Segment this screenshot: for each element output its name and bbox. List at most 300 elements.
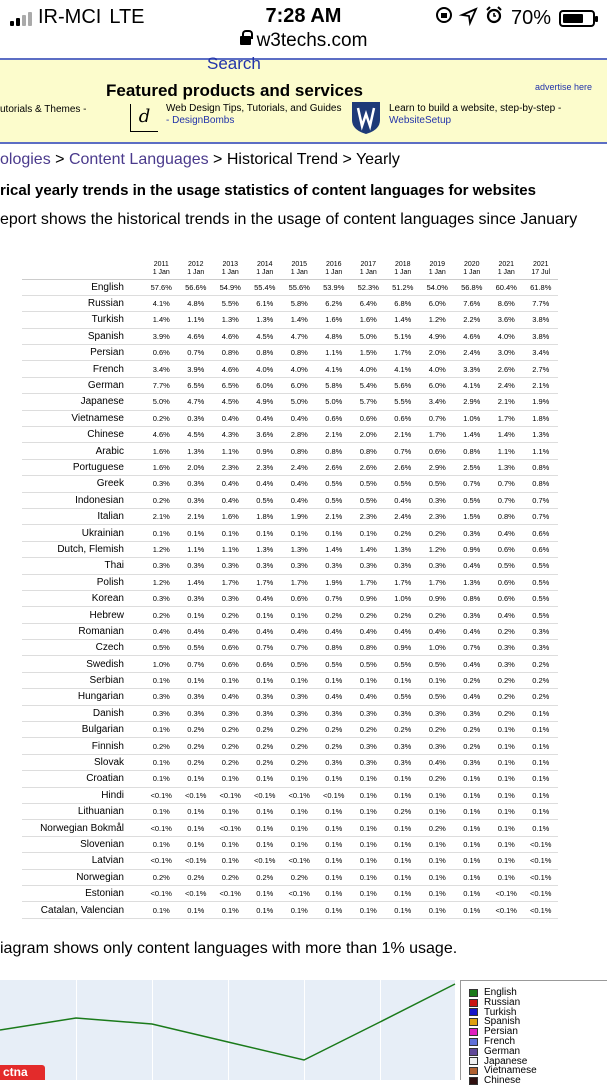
usage-value: 52.3% xyxy=(351,279,386,295)
usage-value: 0.1% xyxy=(386,771,421,787)
ad-designbombs[interactable] xyxy=(166,103,341,127)
table-row xyxy=(22,377,558,393)
usage-value: 0.8% xyxy=(282,443,317,459)
usage-value: 0.6% xyxy=(213,656,248,672)
usage-value: 3.6% xyxy=(489,312,524,328)
legend-label: Spanish xyxy=(484,1016,521,1028)
usage-value: 1.0% xyxy=(144,656,179,672)
usage-value: 0.2% xyxy=(282,754,317,770)
advertise-link[interactable]: advertise here xyxy=(534,82,592,92)
usage-value: 54.9% xyxy=(213,279,248,295)
usage-value: 4.0% xyxy=(351,361,386,377)
legend-swatch xyxy=(469,1018,478,1026)
usage-value: 0.7% xyxy=(386,443,421,459)
language-name: Russian xyxy=(22,295,144,311)
usage-value: 0.3% xyxy=(455,705,490,721)
table-row xyxy=(22,705,558,721)
usage-value: 0.3% xyxy=(282,689,317,705)
usage-value: 0.1% xyxy=(524,771,559,787)
breadcrumb xyxy=(0,151,400,169)
usage-value: 0.5% xyxy=(489,558,524,574)
usage-value: 0.1% xyxy=(317,869,352,885)
usage-value: 0.7% xyxy=(282,640,317,656)
usage-value: 2.8% xyxy=(282,427,317,443)
search-link[interactable]: Search xyxy=(207,54,261,73)
table-row xyxy=(22,279,558,295)
column-header-date: 1 Jan xyxy=(221,268,239,276)
usage-value: 4.6% xyxy=(144,427,179,443)
usage-value: 1.3% xyxy=(179,443,214,459)
usage-value: 0.4% xyxy=(213,492,248,508)
usage-value: 0.1% xyxy=(282,820,317,836)
usage-value: 3.8% xyxy=(524,328,559,344)
usage-value: 1.3% xyxy=(248,541,283,557)
lock-icon xyxy=(240,36,251,45)
usage-value: 0.6% xyxy=(213,640,248,656)
usage-value: 0.8% xyxy=(317,640,352,656)
column-header xyxy=(420,256,455,279)
table-row xyxy=(22,754,558,770)
table-row xyxy=(22,656,558,672)
table-row xyxy=(22,590,558,606)
usage-value: 6.0% xyxy=(420,295,455,311)
usage-value: <0.1% xyxy=(213,820,248,836)
usage-value: 2.4% xyxy=(455,345,490,361)
usage-value: 0.3% xyxy=(351,705,386,721)
usage-value: 0.1% xyxy=(248,804,283,820)
usage-value: 0.7% xyxy=(524,508,559,524)
usage-value: 0.2% xyxy=(351,722,386,738)
usage-value: 0.3% xyxy=(420,738,455,754)
breadcrumb-content-languages[interactable]: Content Languages xyxy=(68,151,209,168)
usage-value: 0.2% xyxy=(282,722,317,738)
usage-value: 0.1% xyxy=(351,885,386,901)
usage-value: <0.1% xyxy=(144,885,179,901)
column-header-year: 2012 xyxy=(187,260,204,268)
usage-value: <0.1% xyxy=(282,787,317,803)
usage-value: <0.1% xyxy=(213,885,248,901)
diagram-note: iagram shows only content languages with more than 1% usage. xyxy=(0,940,458,957)
usage-value: 0.5% xyxy=(524,558,559,574)
usage-value: 0.3% xyxy=(386,738,421,754)
usage-value: 1.6% xyxy=(317,312,352,328)
usage-value: 1.5% xyxy=(351,345,386,361)
intro-text: eport shows the historical trends in the usage of content languages since January xyxy=(0,211,578,228)
usage-value: 0.3% xyxy=(179,476,214,492)
usage-value: 0.1% xyxy=(179,525,214,541)
usage-value: 0.6% xyxy=(489,541,524,557)
usage-value: 0.5% xyxy=(386,476,421,492)
legend-label: German xyxy=(484,1045,521,1057)
language-name: Finnish xyxy=(22,738,144,754)
usage-value: 1.7% xyxy=(489,410,524,426)
usage-value: 1.4% xyxy=(351,541,386,557)
usage-value: 1.3% xyxy=(282,541,317,557)
table-row xyxy=(22,722,558,738)
usage-value: 0.7% xyxy=(248,640,283,656)
usage-value: 0.2% xyxy=(420,722,455,738)
language-name: Polish xyxy=(22,574,144,590)
legend-label: Vietnamese xyxy=(484,1065,537,1077)
usage-value: 0.2% xyxy=(179,869,214,885)
usage-value: 0.1% xyxy=(179,836,214,852)
usage-value: 0.3% xyxy=(144,590,179,606)
usage-value: 1.3% xyxy=(386,541,421,557)
language-name: Catalan, Valencian xyxy=(22,902,144,918)
table-row xyxy=(22,328,558,344)
usage-value: 2.1% xyxy=(317,508,352,524)
usage-value: 4.9% xyxy=(248,394,283,410)
usage-value: 0.1% xyxy=(282,672,317,688)
usage-value: 0.1% xyxy=(524,705,559,721)
column-header xyxy=(489,256,524,279)
usage-value: <0.1% xyxy=(524,869,559,885)
usage-value: 2.1% xyxy=(179,508,214,524)
usage-value: 0.5% xyxy=(386,656,421,672)
usage-value: 0.5% xyxy=(179,640,214,656)
legend-swatch xyxy=(469,1048,478,1056)
usage-value: 60.4% xyxy=(489,279,524,295)
table-row xyxy=(22,541,558,557)
usage-value: 0.2% xyxy=(351,607,386,623)
usage-value: 55.6% xyxy=(282,279,317,295)
usage-value: 1.1% xyxy=(213,541,248,557)
usage-value: 0.4% xyxy=(213,476,248,492)
usage-value: 0.2% xyxy=(420,820,455,836)
usage-value: 0.7% xyxy=(179,656,214,672)
usage-value: 0.2% xyxy=(248,722,283,738)
battery-icon xyxy=(559,10,595,27)
table-row xyxy=(22,738,558,754)
featured-title: Featured products and services xyxy=(106,81,363,100)
table-header-row xyxy=(22,256,558,279)
usage-value: 1.8% xyxy=(248,508,283,524)
usage-value: 0.4% xyxy=(455,558,490,574)
usage-value: 1.4% xyxy=(144,312,179,328)
table-row xyxy=(22,574,558,590)
table-row xyxy=(22,771,558,787)
usage-value: 0.1% xyxy=(420,672,455,688)
language-name: Chinese xyxy=(22,427,144,443)
usage-value: 0.3% xyxy=(144,705,179,721)
language-name: Italian xyxy=(22,508,144,524)
usage-value: 0.1% xyxy=(317,672,352,688)
address-bar[interactable] xyxy=(0,30,607,56)
table-row xyxy=(22,476,558,492)
usage-value: 0.6% xyxy=(317,410,352,426)
usage-value: 0.3% xyxy=(317,558,352,574)
usage-value: 0.1% xyxy=(213,804,248,820)
language-name: Slovenian xyxy=(22,836,144,852)
table-row xyxy=(22,836,558,852)
usage-value: 0.5% xyxy=(351,656,386,672)
table-row xyxy=(22,558,558,574)
usage-value: 0.1% xyxy=(455,885,490,901)
usage-value: 0.1% xyxy=(524,820,559,836)
usage-value: 0.2% xyxy=(489,689,524,705)
usage-value: 0.1% xyxy=(144,672,179,688)
legend-swatch xyxy=(469,1057,478,1065)
usage-value: 0.1% xyxy=(455,787,490,803)
usage-value: 0.1% xyxy=(420,836,455,852)
usage-value: 0.1% xyxy=(248,525,283,541)
usage-value: 0.1% xyxy=(179,771,214,787)
usage-value: 2.1% xyxy=(317,427,352,443)
ad-websitesetup-link[interactable]: WebsiteSetup xyxy=(389,115,452,126)
usage-value: 3.9% xyxy=(179,361,214,377)
ad-websitesetup[interactable] xyxy=(389,103,561,127)
usage-value: 0.2% xyxy=(489,672,524,688)
usage-value: 1.2% xyxy=(144,574,179,590)
usage-value: 2.3% xyxy=(213,459,248,475)
usage-value: 1.1% xyxy=(179,312,214,328)
usage-value: 2.3% xyxy=(351,508,386,524)
usage-value: 0.1% xyxy=(386,672,421,688)
usage-value: 0.4% xyxy=(248,410,283,426)
featured-box xyxy=(0,54,607,144)
usage-value: 5.5% xyxy=(386,394,421,410)
usage-value: 0.2% xyxy=(144,869,179,885)
usage-value: 5.0% xyxy=(317,394,352,410)
usage-value: 0.1% xyxy=(386,787,421,803)
usage-value: 0.4% xyxy=(248,590,283,606)
breadcrumb-technologies[interactable]: ologies xyxy=(0,151,51,168)
legend-swatch xyxy=(469,1038,478,1046)
usage-value: 2.1% xyxy=(489,394,524,410)
language-name: French xyxy=(22,361,144,377)
column-header-date: 1 Jan xyxy=(497,268,515,276)
usage-value: 0.1% xyxy=(455,902,490,918)
usage-value: 0.8% xyxy=(455,443,490,459)
usage-value: 0.5% xyxy=(351,476,386,492)
language-name: Lithuanian xyxy=(22,804,144,820)
usage-value: 0.3% xyxy=(213,590,248,606)
usage-value: 0.4% xyxy=(420,754,455,770)
usage-value: 0.1% xyxy=(524,754,559,770)
table-row xyxy=(22,820,558,836)
usage-value: 5.0% xyxy=(282,394,317,410)
usage-value: 2.0% xyxy=(420,345,455,361)
language-name: Persian xyxy=(22,345,144,361)
usage-value: 0.2% xyxy=(179,754,214,770)
legend-label: Persian xyxy=(484,1026,518,1038)
usage-value: 0.1% xyxy=(386,853,421,869)
table-row xyxy=(22,459,558,475)
table-row xyxy=(22,902,558,918)
usage-value: 4.1% xyxy=(144,295,179,311)
usage-value: 0.1% xyxy=(386,902,421,918)
location-arrow-icon xyxy=(461,7,477,30)
websitesetup-logo-icon[interactable] xyxy=(350,100,382,136)
usage-value: 0.3% xyxy=(317,705,352,721)
column-header-date: 1 Jan xyxy=(428,268,446,276)
usage-value: 0.1% xyxy=(455,836,490,852)
legend-label: Russian xyxy=(484,996,521,1008)
usage-value: 0.2% xyxy=(524,672,559,688)
usage-value: 0.1% xyxy=(213,853,248,869)
usage-value: 0.2% xyxy=(144,607,179,623)
usage-value: 0.8% xyxy=(351,640,386,656)
usage-value: 1.8% xyxy=(524,410,559,426)
usage-value: 0.8% xyxy=(351,443,386,459)
usage-value: 0.4% xyxy=(282,476,317,492)
usage-value: 6.0% xyxy=(282,377,317,393)
usage-value: 1.0% xyxy=(386,590,421,606)
usage-value: 0.3% xyxy=(351,754,386,770)
watermark-logo: ctna xyxy=(0,1065,45,1080)
language-name: Vietnamese xyxy=(22,410,144,426)
column-header-date: 17 Jul xyxy=(531,268,551,276)
usage-value: 0.2% xyxy=(317,722,352,738)
usage-value: 0.4% xyxy=(420,623,455,639)
usage-value: 0.1% xyxy=(351,853,386,869)
usage-value: 0.9% xyxy=(455,541,490,557)
usage-value: 0.1% xyxy=(351,869,386,885)
usage-value: 1.7% xyxy=(213,574,248,590)
usage-value: 0.1% xyxy=(420,869,455,885)
usage-value: 4.1% xyxy=(386,361,421,377)
usage-value: 1.1% xyxy=(524,443,559,459)
language-name: Czech xyxy=(22,640,144,656)
usage-value: 6.0% xyxy=(420,377,455,393)
usage-value: 0.4% xyxy=(386,623,421,639)
usage-value: 5.6% xyxy=(386,377,421,393)
usage-value: 0.6% xyxy=(282,590,317,606)
usage-value: 2.4% xyxy=(386,508,421,524)
usage-value: 0.4% xyxy=(282,492,317,508)
usage-value: 2.6% xyxy=(386,459,421,475)
column-header-date: 1 Jan xyxy=(290,268,308,276)
legend-label: English xyxy=(484,987,517,998)
usage-value: 0.4% xyxy=(351,623,386,639)
usage-value: <0.1% xyxy=(489,902,524,918)
usage-value: 0.1% xyxy=(489,771,524,787)
usage-value: 1.3% xyxy=(213,312,248,328)
usage-value: 0.1% xyxy=(179,672,214,688)
usage-value: 0.3% xyxy=(282,558,317,574)
usage-value: 0.7% xyxy=(317,590,352,606)
usage-value: 0.2% xyxy=(455,722,490,738)
legend-swatch xyxy=(469,1008,478,1016)
usage-value: 0.5% xyxy=(248,492,283,508)
usage-value: 4.0% xyxy=(282,361,317,377)
usage-value: 0.2% xyxy=(213,754,248,770)
usage-value: 6.8% xyxy=(386,295,421,311)
column-header-date: 1 Jan xyxy=(325,268,343,276)
usage-value: 0.4% xyxy=(351,689,386,705)
usage-value: 1.3% xyxy=(455,574,490,590)
usage-value: 0.1% xyxy=(489,738,524,754)
usage-value: 2.6% xyxy=(317,459,352,475)
legend-label: Chinese xyxy=(484,1075,521,1086)
usage-value: 3.4% xyxy=(524,345,559,361)
table-row xyxy=(22,361,558,377)
usage-value: 0.1% xyxy=(248,672,283,688)
column-header-year: 2021 xyxy=(498,260,515,268)
usage-value: 3.3% xyxy=(455,361,490,377)
usage-value: 0.2% xyxy=(489,705,524,721)
usage-value: 0.3% xyxy=(386,558,421,574)
usage-value: 0.1% xyxy=(213,672,248,688)
usage-value: 0.8% xyxy=(213,345,248,361)
column-header-year: 2014 xyxy=(256,260,273,268)
usage-value: 0.2% xyxy=(386,525,421,541)
legend-label: Turkish xyxy=(484,1006,517,1018)
usage-value: 8.6% xyxy=(489,295,524,311)
usage-value: <0.1% xyxy=(179,853,214,869)
usage-value: 0.7% xyxy=(420,410,455,426)
language-name: Danish xyxy=(22,705,144,721)
usage-value: 1.2% xyxy=(420,541,455,557)
usage-value: 1.1% xyxy=(179,541,214,557)
usage-value: 0.6% xyxy=(420,443,455,459)
featured-left-text[interactable]: utorials & Themes - xyxy=(0,104,87,115)
carrier-name: IR-MCI xyxy=(38,6,102,28)
language-name: English xyxy=(22,279,144,295)
usage-value: 1.7% xyxy=(386,345,421,361)
usage-value: 5.7% xyxy=(351,394,386,410)
usage-value: 0.3% xyxy=(420,558,455,574)
usage-value: 0.3% xyxy=(144,476,179,492)
table-row xyxy=(22,312,558,328)
usage-value: 0.3% xyxy=(524,640,559,656)
usage-value: <0.1% xyxy=(213,787,248,803)
usage-value: 2.6% xyxy=(351,459,386,475)
usage-value: 0.1% xyxy=(386,885,421,901)
usage-value: 0.1% xyxy=(144,771,179,787)
usage-value: 0.1% xyxy=(248,885,283,901)
usage-value: 0.5% xyxy=(351,492,386,508)
usage-value: 2.9% xyxy=(455,394,490,410)
usage-value: 0.6% xyxy=(144,345,179,361)
trend-chart xyxy=(0,980,455,1080)
usage-value: 1.3% xyxy=(248,312,283,328)
usage-value: 3.9% xyxy=(144,328,179,344)
usage-value: 0.2% xyxy=(386,607,421,623)
usage-value: 0.3% xyxy=(282,705,317,721)
usage-value: 0.1% xyxy=(351,672,386,688)
breadcrumb-rest: > Historical Trend > Yearly xyxy=(208,151,400,168)
usage-value: 1.0% xyxy=(420,640,455,656)
usage-value: 2.5% xyxy=(455,459,490,475)
usage-value: 5.1% xyxy=(386,328,421,344)
usage-value: 0.1% xyxy=(144,525,179,541)
language-name: Spanish xyxy=(22,328,144,344)
usage-value: 1.2% xyxy=(420,312,455,328)
usage-value: 4.0% xyxy=(420,361,455,377)
usage-value: 0.1% xyxy=(351,804,386,820)
usage-value: 5.4% xyxy=(351,377,386,393)
usage-value: 1.4% xyxy=(317,541,352,557)
usage-value: 2.9% xyxy=(420,459,455,475)
designbombs-logo-icon[interactable]: d xyxy=(130,104,158,132)
usage-value: 3.4% xyxy=(420,394,455,410)
usage-value: 0.4% xyxy=(248,623,283,639)
ad-designbombs-link[interactable]: - DesignBombs xyxy=(166,115,235,126)
usage-value: 0.3% xyxy=(248,558,283,574)
usage-value: 0.1% xyxy=(420,902,455,918)
usage-value: 1.0% xyxy=(455,410,490,426)
usage-value: 4.7% xyxy=(179,394,214,410)
language-name: Dutch, Flemish xyxy=(22,541,144,557)
usage-value: 1.7% xyxy=(420,574,455,590)
usage-value: 0.1% xyxy=(179,902,214,918)
usage-value: 0.4% xyxy=(317,623,352,639)
usage-value: 53.9% xyxy=(317,279,352,295)
usage-value: 0.3% xyxy=(455,754,490,770)
usage-value: 5.8% xyxy=(282,295,317,311)
usage-value: 0.3% xyxy=(386,754,421,770)
